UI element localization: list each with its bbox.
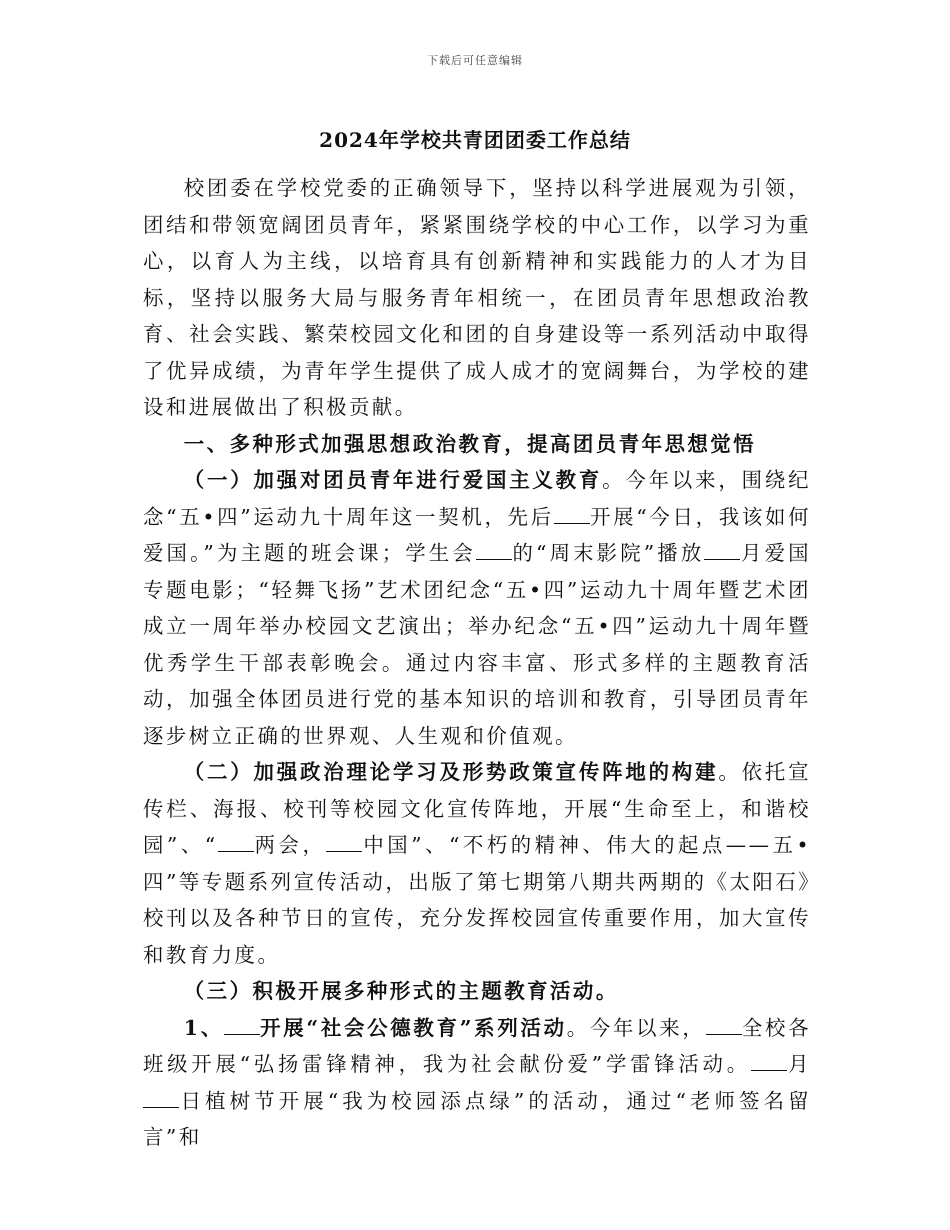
- item-2-text-c: 中国”、“不朽的精神、伟大的起点——五•四”等专题系列宣传活动，出版了第七期第八期共两期的《太阳石》校刊以及各种节日的宣传，充分发挥校园宣传重要作用，加大宣传和教育力度。: [143, 833, 811, 967]
- item-2-text-b: 两会，: [253, 833, 327, 857]
- document-body: [143, 170, 811, 1156]
- item-2-text-a: 。依托宣传栏、海报、校刊等校园文化宣传阵地，开展“生命至上，和谐校园”、“: [143, 760, 812, 857]
- item-1-text-d: 月爱国专题电影；“轻舞飞扬”艺术团纪念“五•四”运动九十周年暨艺术团成立一周年举办校园文艺演出；举办纪念“五•四”运动九十周年暨优秀学生干部表彰晚会。通过内容丰富、形式多样的主题教育活动，加强全体团员进行党的基本知识的培训和教育，引导团员青年逐步树立正确的世界观、人生观和价值观。: [143, 541, 811, 748]
- fill-blank: [476, 541, 512, 560]
- page-header-note: 下载后可任意编辑: [427, 54, 523, 67]
- item-1-heading: （一）加强对团员青年进行爱国主义教育: [183, 468, 603, 492]
- fill-blank: [554, 505, 590, 524]
- paragraph-item-4: [143, 1010, 811, 1156]
- fill-blank: [706, 1016, 742, 1035]
- fill-blank: [751, 1052, 787, 1071]
- fill-blank: [326, 833, 362, 852]
- intro-paragraph: 校团委在学校党委的正确领导下，坚持以科学进展观为引领，团结和带领宽阔团员青年，紧紧围绕学校的中心工作，以学习为重心，以育人为主线，以培育具有创新精神和实践能力的人才为目标，坚持以服务大局与服务青年相统一，在团员青年思想政治教育、社会实践、繁荣校园文化和团的自身建设等一系列活动中取得了优异成绩，为青年学生提供了成人成才的宽阔舞台，为学校的建设和进展做出了积极贡献。: [143, 176, 811, 419]
- document-title: 2024年学校共青团团委工作总结: [319, 128, 631, 152]
- paragraph-item-2: [143, 754, 811, 973]
- item-1-text-c: 的“周末影院”播放: [511, 541, 705, 565]
- item-1-text-a: 。今年以来，围绕纪念“五•四”运动九十周年这一契机，先后: [143, 468, 812, 529]
- paragraph-item-1: [143, 462, 811, 754]
- item-4-heading-number: 1、: [183, 1015, 224, 1040]
- fill-blank: [143, 1089, 179, 1108]
- item-4-text-d: 日植树节开展“我为校园添点绿”的活动，通过“老师签名留言”和: [143, 1088, 811, 1149]
- item-3-heading: （三）积极开展多种形式的主题教育活动。: [183, 979, 619, 1003]
- item-4-text-a: 。今年以来，: [566, 1015, 706, 1040]
- item-4-text-b: 全校各班级开展“弘扬雷锋精神，我为社会献份爱”学雷锋活动。: [143, 1015, 811, 1076]
- section-heading-1: 一、多种形式加强思想政治教育，提高团员青年思想觉悟: [183, 431, 757, 456]
- item-4-heading-text: 开展“社会公德教育”系列活动: [259, 1015, 567, 1040]
- fill-blank: [218, 833, 254, 852]
- item-2-heading: （二）加强政治理论学习及形势政策宣传阵地的构建: [183, 760, 719, 784]
- item-1-text-b: 开展“今日，我该如何爱国。”为主题的班会课；学生会: [143, 504, 811, 565]
- item-4-text-c: 月: [786, 1052, 811, 1076]
- fill-blank: [224, 1016, 260, 1035]
- fill-blank: [704, 541, 740, 560]
